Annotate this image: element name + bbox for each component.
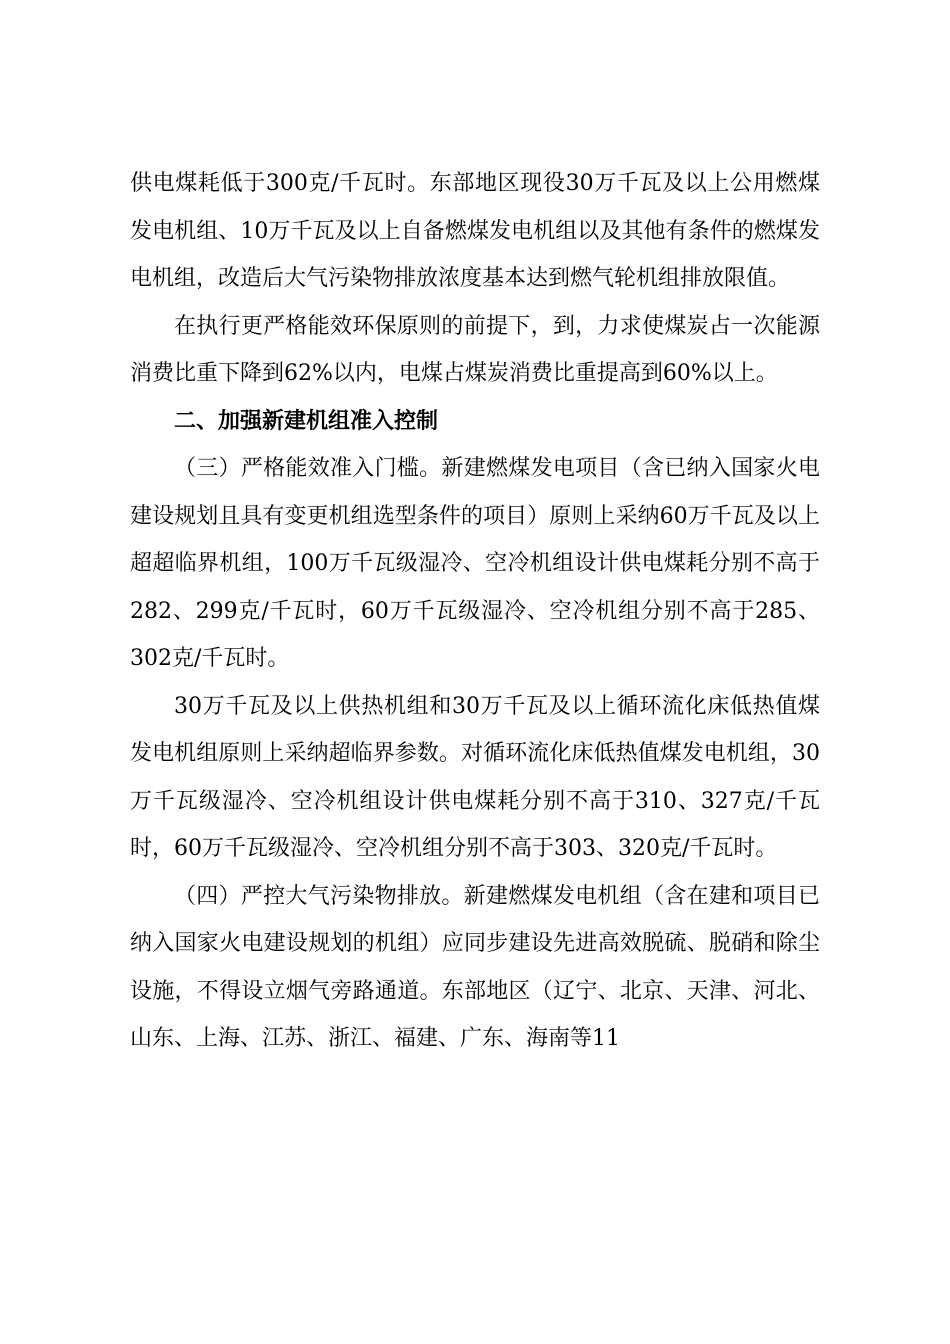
paragraph-3: （三）严格能效准入门槛。新建燃煤发电项目（含已纳入国家火电建设规划且具有变更机组选型条件的项目）原则上采纳60万千瓦及以上超超临界机组，100万千瓦级湿冷、空冷机组设计供电煤耗分别不高于282、299克/千瓦时，60万千瓦级湿冷、空冷机组分别不高于285、302克/千瓦时。 — [130, 456, 820, 671]
paragraph-1: 供电煤耗低于300克/千瓦时。东部地区现役30万千瓦及以上公用燃煤发电机组、10万千瓦及以上自备燃煤发电机组以及其他有条件的燃煤发电机组，改造后大气污染物排放浓度基本达到燃气轮机组排放限值。 — [130, 171, 820, 291]
paragraph-5: （四）严控大气污染物排放。新建燃煤发电机组（含在建和项目已纳入国家火电建设规划的机组）应同步建设先进高效脱硫、脱硝和除尘设施，不得设立烟气旁路通道。东部地区（辽宁、北京、天津、河北、山东、上海、江苏、浙江、福建、广东、海南等11 — [130, 883, 820, 1051]
paragraph-2: 在执行更严格能效环保原则的前提下，到，力求使煤炭占一次能源消费比重下降到62%以内，电煤占煤炭消费比重提高到60%以上。 — [130, 313, 820, 386]
paragraph-4: 30万千瓦及以上供热机组和30万千瓦及以上循环流化床低热值煤发电机组原则上采纳超临界参数。对循环流化床低热值煤发电机组，30万千瓦级湿冷、空冷机组设计供电煤耗分别不高于310、327克/千瓦时，60万千瓦级湿冷、空冷机组分别不高于303、320克/千瓦时。 — [130, 693, 820, 861]
section-heading: 二、加强新建机组准入控制 — [174, 408, 439, 434]
document-body — [130, 160, 820, 1063]
